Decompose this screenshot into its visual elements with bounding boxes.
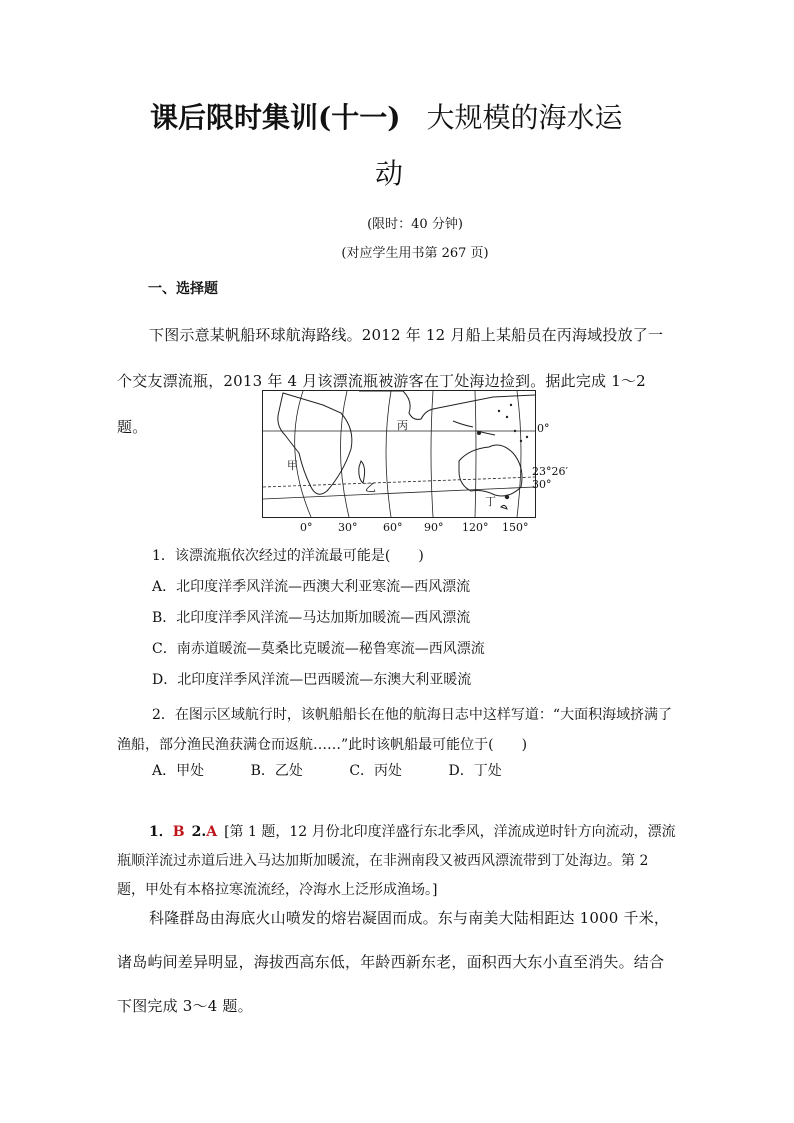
answer-text: [第 1 题，12 月份北印度洋盛行东北季风，洋流成逆时针方向流动，漂流瓶顺洋流过赤道后进入马达加斯加暖流，在非洲南段又被西风漂流带到丁处海边。第 2 题，甲处有本格拉寒流流经，冷海水上泛形成渔场。] — [117, 824, 676, 898]
meridian-0 — [295, 391, 311, 517]
lat-label-30: 30° — [532, 478, 552, 491]
meridian-150 — [517, 391, 521, 517]
label-bing: 丙 — [397, 419, 408, 432]
title-part2: 大规模的海水运 — [426, 101, 623, 134]
lon-label-0: 0° — [300, 521, 313, 534]
madagascar-outline — [359, 461, 365, 483]
section-heading: 一、选择题 — [148, 281, 218, 297]
label-ding: 丁 — [485, 495, 496, 508]
q2-option-b: B．乙处 — [250, 763, 303, 779]
question-1-stem: 1．该漂流瓶依次经过的洋流最可能是( ) — [152, 548, 424, 564]
answer-explanation — [117, 818, 677, 905]
q1-option-c: C．南赤道暖流—莫桑比克暖流—秘鲁寒流—西风漂流 — [152, 641, 485, 657]
lon-label-150: 150° — [502, 521, 529, 534]
reference-note: (对应学生用书第 267 页) — [341, 246, 489, 261]
answer-mid: 2. — [191, 824, 207, 840]
q2-option-d: D．丁处 — [448, 763, 502, 779]
q2-option-c: C．丙处 — [349, 763, 403, 779]
passage-1: 下图示意某帆船环球航海路线。2012 年 12 月船上某船员在丙海域投放了一个交友漂流瓶，2013 年 4 月该漂流瓶被游客在丁处海边捡到。据此完成 1～2 题。 — [117, 326, 664, 436]
point-ding — [505, 495, 509, 499]
q2-options — [152, 760, 544, 780]
tropic-line — [263, 477, 535, 487]
q1-option-d: D．北印度洋季风洋流—巴西暖流—东澳大利亚暖流 — [152, 672, 472, 688]
lon-label-90: 90° — [424, 521, 444, 534]
question-2-stem: 2．在图示区域航行时，该帆船船长在他的航海日志中这样写道：“大面积海域挤满了渔船，部分渔民渔获满仓而返航……”此时该帆船最可能位于( ) — [117, 707, 673, 753]
page-title — [150, 92, 670, 144]
answer-prefix: 1． — [149, 824, 173, 840]
q1-option-b: B．北印度洋季风洋流—马达加斯加暖流—西风漂流 — [152, 610, 471, 626]
title-part3: 动 — [375, 157, 404, 190]
lat-label-0: 0° — [537, 422, 550, 435]
answer-1: B — [172, 824, 185, 840]
lon-label-30: 30° — [338, 521, 358, 534]
lat-label-tropic: 23°26′ — [532, 465, 568, 478]
answer-2: A — [206, 824, 218, 840]
q2-option-a: A．甲处 — [152, 763, 205, 779]
label-jia: 甲 — [287, 459, 298, 472]
passage-2: 科隆群岛由海底火山喷发的熔岩凝固而成。东与南美大陆相距达 1000 千米，诸岛屿间差异明显，海拔西高东低，年龄西新东老，面积西大东小直至消失。结合下图完成 3～4 题。 — [117, 909, 670, 1015]
meridian-120 — [475, 391, 476, 517]
lon-label-60: 60° — [383, 521, 403, 534]
lon-label-120: 120° — [462, 521, 489, 534]
title-part1: 课后限时集训(十一) — [150, 101, 401, 134]
asia-outline — [359, 391, 535, 419]
q1-option-a: A．北印度洋季风洋流—西澳大利亚寒流—西风漂流 — [152, 579, 471, 595]
meridian-60 — [386, 391, 391, 517]
label-yi: 乙 — [365, 481, 376, 494]
ocean-current-map — [262, 390, 536, 518]
time-limit: (限时：40 分钟) — [367, 217, 463, 232]
meridian-30 — [340, 391, 349, 517]
